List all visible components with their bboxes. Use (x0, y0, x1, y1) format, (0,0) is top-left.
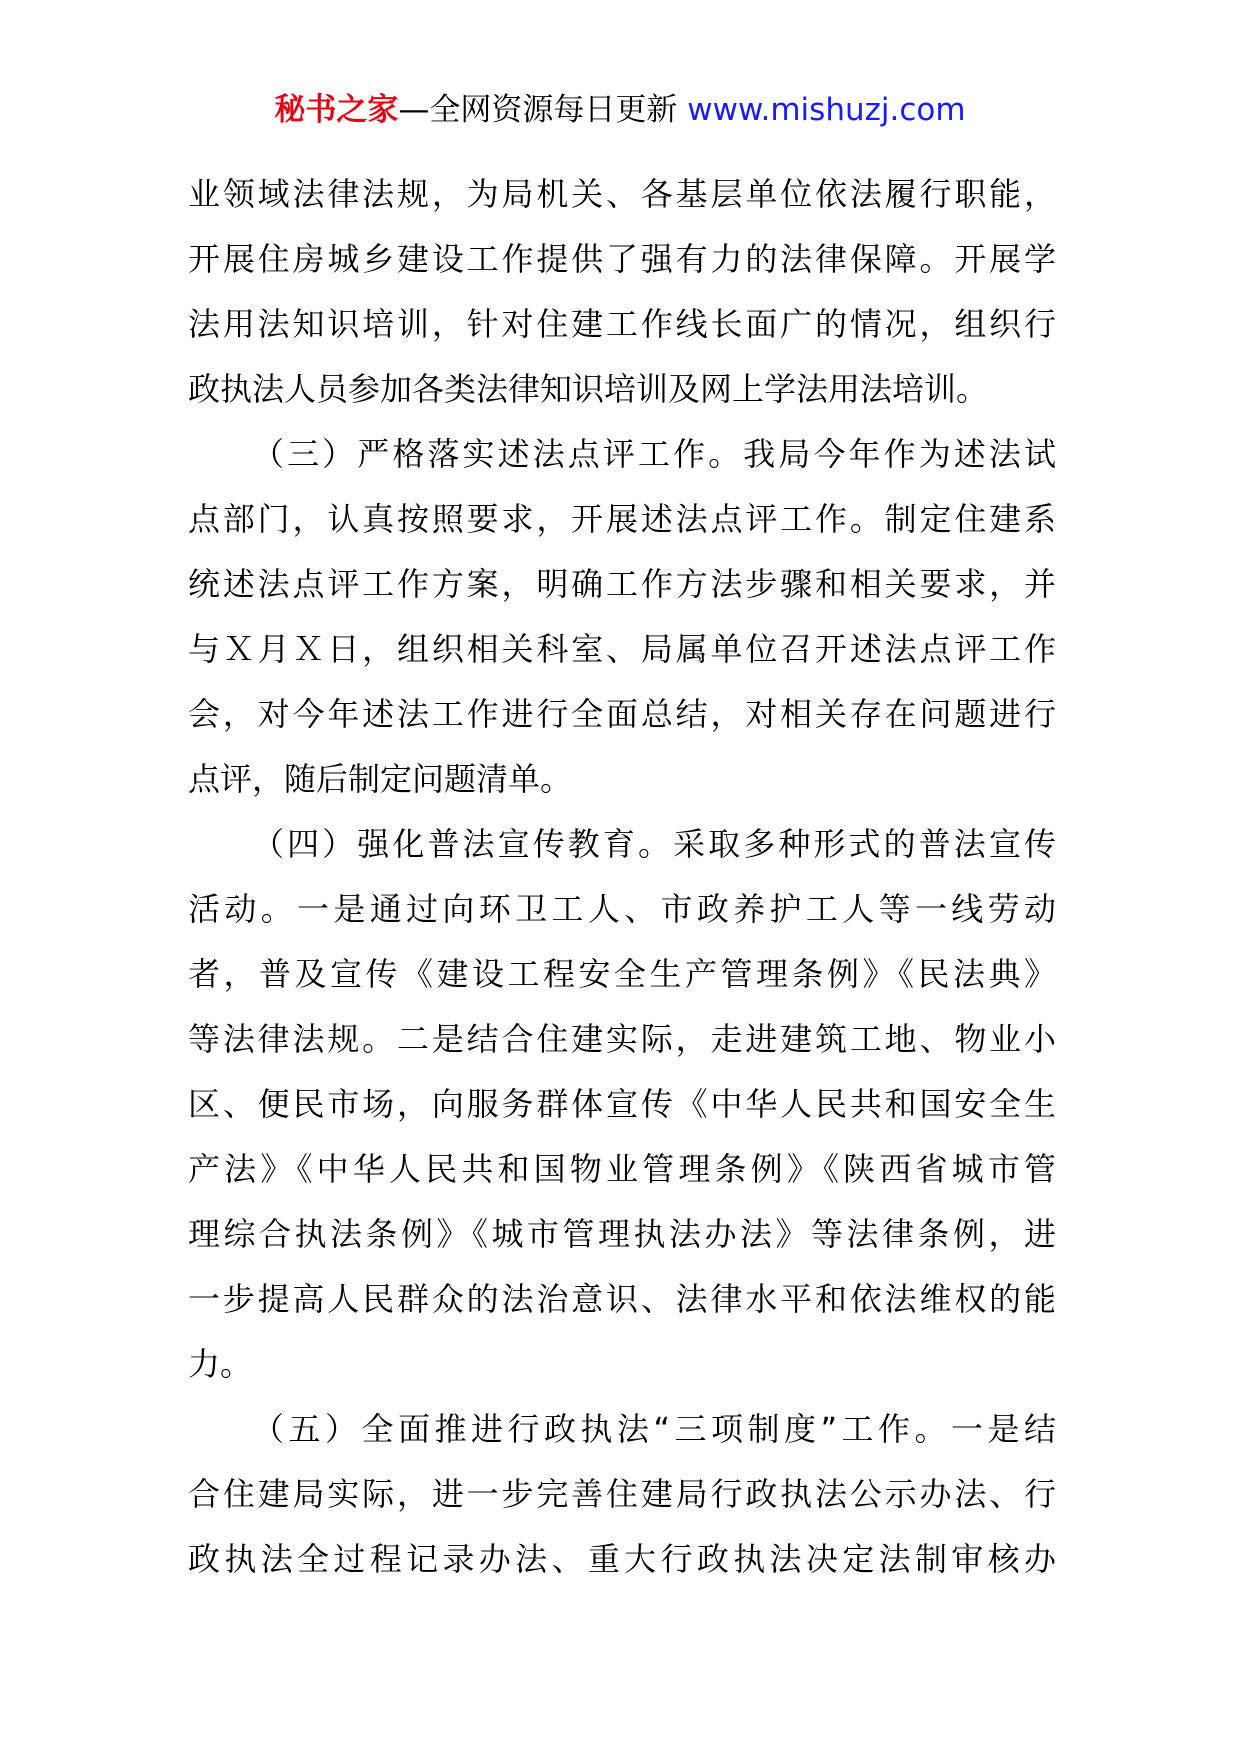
text-line: 理综合执法条例》《城市管理执法办法》等法律条例，进 (188, 1215, 1056, 1253)
text-line: （五）全面推进行政执法“三项制度”工作。一是结 (252, 1410, 1056, 1448)
text-line: 力。 (188, 1345, 253, 1383)
text-line: 区、便民市场，向服务群体宣传《中华人民共和国安全生 (188, 1085, 1056, 1123)
text-line: 等法律法规。二是结合住建实际，走进建筑工地、物业小 (188, 1020, 1056, 1058)
text-line: 点评，随后制定问题清单。 (188, 760, 573, 798)
text-line: 统述法点评工作方案，明确工作方法步骤和相关要求，并 (188, 565, 1056, 603)
text-line: 政执法人员参加各类法律知识培训及网上学法用法培训。 (188, 370, 989, 408)
text-line: 会，对今年述法工作进行全面总结，对相关存在问题进行 (188, 695, 1056, 733)
text-line: 产法》《中华人民共和国物业管理条例》《陕西省城市管 (188, 1150, 1056, 1188)
text-line: 合住建局实际，进一步完善住建局行政执法公示办法、行 (188, 1475, 1056, 1513)
text-line: 与Ｘ月Ｘ日，组织相关科室、局属单位召开述法点评工作 (188, 630, 1056, 668)
document-body (188, 162, 1056, 1592)
text-line: 者，普及宣传《建设工程安全生产管理条例》《民法典》 (188, 955, 1056, 993)
text-line: 法用法知识培训，针对住建工作线长面广的情况，组织行 (188, 305, 1056, 343)
text-line: 一步提高人民群众的法治意识、法律水平和依法维权的能 (188, 1280, 1056, 1318)
site-header (0, 90, 1240, 130)
text-line: 点部门，认真按照要求，开展述法点评工作。制定住建系 (188, 500, 1056, 538)
text-line: （三）严格落实述法点评工作。我局今年作为述法试 (252, 435, 1056, 473)
text-line: 开展住房城乡建设工作提供了强有力的法律保障。开展学 (188, 240, 1056, 278)
text-line: 业领域法律法规，为局机关、各基层单位依法履行职能， (188, 175, 1056, 213)
text-line: （四）强化普法宣传教育。采取多种形式的普法宣传 (252, 825, 1056, 863)
site-slogan: —全网资源每日更新 (398, 92, 678, 128)
text-line: 政执法全过程记录办法、重大行政执法决定法制审核办 (188, 1540, 1056, 1578)
site-brand: 秘书之家 (274, 92, 399, 128)
text-line: 活动。一是通过向环卫工人、市政养护工人等一线劳动 (188, 890, 1056, 928)
site-url-link[interactable]: www.mishuzj.com (687, 92, 966, 128)
